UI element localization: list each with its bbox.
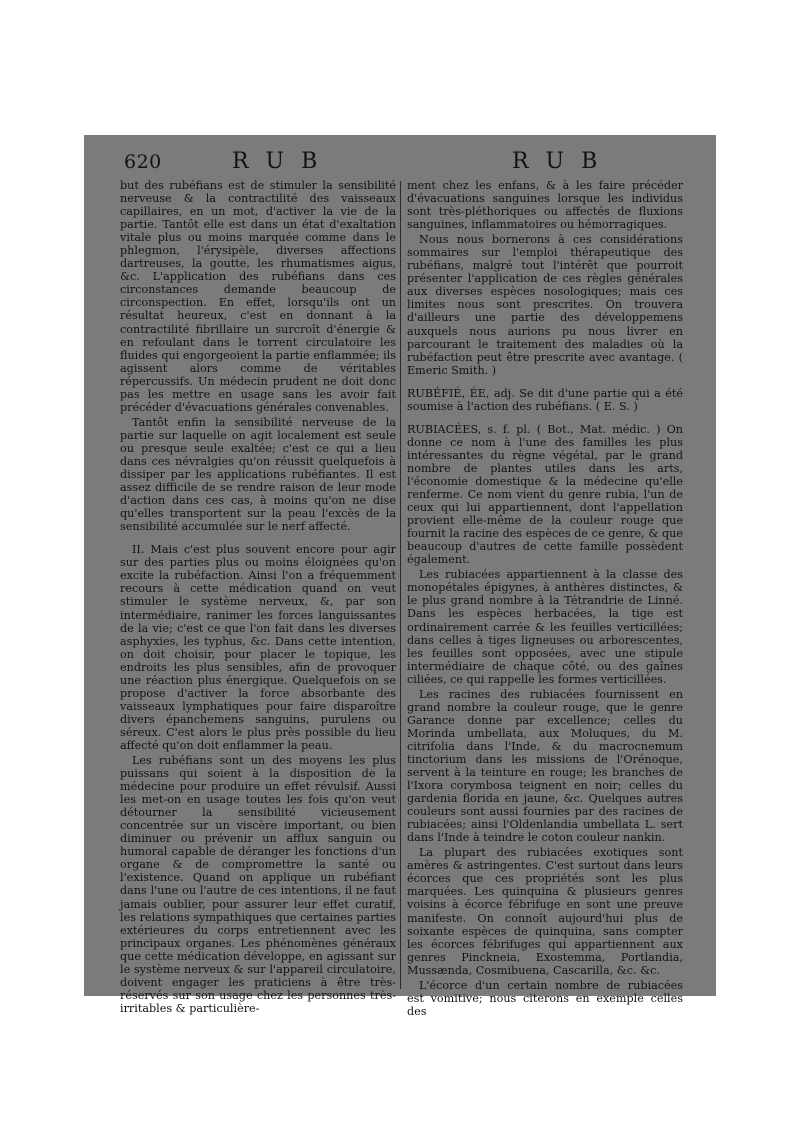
- paragraph: II. Mais c'est plus souvent encore pour agir sur des parties plus ou moins éloignées qu'on excite la rubéfaction. Ainsi l'on a fréquemment recours à cette médication quand on veut stimuler le système nerveux, &, par son intermédiaire, ranimer les forces languissantes de la vie; c'est ce que l'on fait dans les diverses asphyxies, les typhus, &c. Dans cette intention, on doit choisir, pour placer le topique, les endroits les plus sensibles, afin de provoquer une réaction plus énergique. Quelquefois on se propose d'activer la force absorbante des vaisseaux lymphatiques pour faire disparoître divers épanchemens sanguins, purulens ou séreux. C'est alors le plus près possible du lieu affecté qu'on doit enflammer la peau.: [120, 543, 396, 752]
- scanned-page: [84, 135, 716, 1018]
- paragraph: Les rubéfians sont un des moyens les plus puissans qui soient à la disposition de la médecine pour produire un effet révulsif. Aussi les met-on en usage toutes les fois qu'on veut détourner la sensibilité vicieusement concentrée sur un viscère important, ou bien diminuer ou prévenir un afflux sanguin ou humoral capable de déranger les fonctions d'un organe & de compromettre la santé ou l'existence. Quand on applique un rubéfiant dans l'une ou l'autre de ces intentions, il ne faut jamais oublier, pour assurer leur effet curatif, les relations sympathiques que certaines parties extérieures du corps entretiennent avec les principaux organes. Les phénomènes généraux que cette médication développe, en agissant sur le système nerveux & sur l'appareil circulatoire, doivent engager les praticiens à être très-réservés sur son usage chez les personnes très-irritables & particulière-: [120, 754, 396, 1015]
- running-head-right: R U B: [512, 149, 603, 174]
- paragraph: Les racines des rubiacées fournissent en grand nombre la couleur rouge, que le genre Garance donne par excellence; celles du Morinda umbellata, aux Moluques, du M. citrifolia dans l'Inde, & du macrocnemum tinctorium dans les missions de l'Orénoque, servent à la teinture en rouge; les branches de l'Ixora corymbosa teignent en noir; celles du gardenia florida en jaune, &c. Quelques autres couleurs sont aussi fournies par des racines de rubiacées; ainsi l'Oldenlandia umbellata L. sert dans l'Inde à teindre le coton couleur nankin.: [407, 687, 683, 845]
- paragraph: but des rubéfians est de stimuler la sensibilité nerveuse & la contractilité des vaisseaux capillaires, en un mot, d'activer la vie de la partie. Tantôt elle est dans un état d'exaltation vitale plus ou moins marquée comme dans le phlegmon, l'érysipèle, diverses affections dartreuses, la goutte, les rhumatismes aigus, &c. L'application des rubéfians dans ces circonstances demande beaucoup de circonspection. En effet, lorsqu'ils ont un résultat heureux, c'est en donnant à la contractilité fibrillaire un surcroît d'énergie & en refoulant dans le torrent circulatoire les fluides qui engorgeoient la partie enflammée; ils agissent alors comme de véritables répercussifs. Un médecin prudent ne doit donc pas les mettre en usage sans les avoir fait précéder d'évacuations générales convenables.: [120, 179, 396, 414]
- paragraph: L'écorce d'un certain nombre de rubiacées est vomitive; nous citerons en exemple celles des: [407, 978, 683, 1018]
- paragraph: La plupart des rubiacées exotiques sont amères & astringentes. C'est surtout dans leurs écorces que ces propriétés sont les plus marquées. Les quinquina & plusieurs genres voisins à écorce fébrifuge en sont une preuve manifeste. On connoît aujourd'hui plus de soixante espèces de quinquina, sans compter les écorces fébrifuges qui appartiennent aux genres Pinckneia, Exostemma, Portlandia, Mussænda, Cosmibuena, Cascarilla, &c. &c.: [407, 846, 683, 977]
- paragraph: ment chez les enfans, & à les faire précéder d'évacuations sanguines lorsque les individus sont très-pléthoriques ou affectés de fluxions sanguines, inflammatoires ou hémorragiques.: [407, 179, 683, 232]
- page-number: 620: [124, 151, 162, 173]
- entry-rubiacees: RUBIACÉES, s. f. pl. ( Bot., Mat. médic. ) On donne ce nom à l'une des familles les plus intéressantes du règne végétal, par le grand nombre de plantes utiles dans les arts, l'économie domestique & la médecine qu'elle renferme. Ce nom vient du genre rubia, l'un de ceux qui lui appartiennent, dont l'appellation provient elle-même de la couleur rouge que fournit la racine des espèces de ce genre, & que beaucoup d'autres de cette famille possèdent également.: [407, 422, 683, 567]
- right-column: [407, 179, 683, 1020]
- running-head-left: R U B: [232, 149, 323, 174]
- running-header: [84, 149, 716, 183]
- paragraph: Nous nous bornerons à ces considérations sommaires sur l'emploi thérapeutique des rubéfians, malgré tout l'intérêt que pourroit présenter l'application de ces règles générales aux diverses espèces nosologiques; mais ces limites nous sont prescrites. On trouvera d'ailleurs une partie des développemens auxquels nous aurions pu nous livrer en parcourant le traitement des maladies où la rubéfaction peut être prescrite avec avantage. ( Emeric Smith. ): [407, 233, 683, 377]
- paragraph: Les rubiacées appartiennent à la classe des monopétales épigynes, à anthères distinctes, & le plus grand nombre à la Tétrandrie de Linné. Dans les espèces herbacées, la tige est ordinairement carrée & les feuilles verticillées; dans celles à tiges ligneuses ou arborescentes, les feuilles sont opposées, avec une stipule intermédiaire de chaque côté, ou des gaînes ciliées, ce qui rappelle les formes verticillées.: [407, 568, 683, 686]
- paragraph: Tantôt enfin la sensibilité nerveuse de la partie sur laquelle on agit localement est seule ou presque seule exaltée; c'est ce qui a lieu dans ces névralgies qu'on réussit quelquefois à dissiper par les applications rubéfiantes. Il est assez difficile de se rendre raison de leur mode d'action dans ces cas, à moins qu'on ne dise qu'elles transportent sur la peau l'excès de la sensibilité accumulée sur le nerf affecté.: [120, 415, 396, 534]
- left-column: [120, 179, 396, 1017]
- column-divider: [400, 181, 401, 989]
- entry-rubefie: RUBÉFIÉ, ÉE, adj. Se dit d'une partie qui a été soumise à l'action des rubéfians. ( E. S. ): [407, 386, 683, 413]
